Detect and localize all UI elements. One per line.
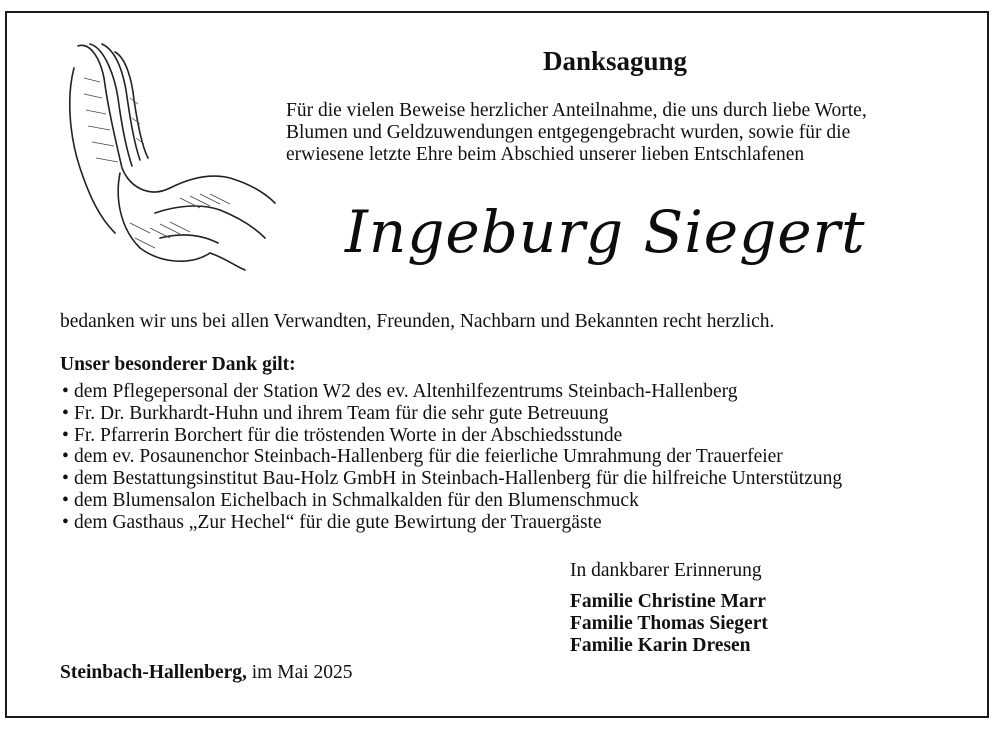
intro-text bbox=[286, 100, 976, 166]
closing-phrase: In dankbarer Erinnerung bbox=[570, 560, 762, 581]
deceased-name: Ingeburg Siegert bbox=[345, 198, 866, 266]
list-item: • dem Pflegepersonal der Station W2 des ev. Altenhilfezentrums Steinbach-Hallenberg bbox=[60, 381, 960, 403]
thanks-line: bedanken wir uns bei allen Verwandten, Freunden, Nachbarn und Bekannten recht herzlich. bbox=[60, 311, 775, 332]
intro-line: Blumen und Geldzuwendungen entgegengebracht wurden, sowie für die bbox=[286, 122, 851, 143]
special-thanks-heading: Unser besonderer Dank gilt: bbox=[60, 354, 296, 375]
date: im Mai 2025 bbox=[251, 662, 353, 683]
intro-line: Für die vielen Beweise herzlicher Anteilnahme, die uns durch liebe Worte, bbox=[286, 100, 867, 121]
signer: Familie Thomas Siegert bbox=[570, 613, 768, 634]
special-thanks-list bbox=[60, 381, 960, 534]
list-item: • dem ev. Posaunenchor Steinbach-Hallenberg für die feierliche Umrahmung der Trauerfeier bbox=[60, 446, 960, 468]
list-item: • Fr. Dr. Burkhardt-Huhn und ihrem Team für die sehr gute Betreuung bbox=[60, 403, 960, 425]
signer: Familie Christine Marr bbox=[570, 591, 767, 612]
place: Steinbach-Hallenberg, bbox=[60, 662, 247, 683]
intro-line: erwiesene letzte Ehre beim Abschied unserer lieben Entschlafenen bbox=[286, 144, 805, 165]
page-title: Danksagung bbox=[542, 46, 688, 76]
list-item: • dem Bestattungsinstitut Bau-Holz GmbH in Steinbach-Hallenberg für die hilfreiche Unterstützung bbox=[60, 468, 960, 490]
list-item: • dem Blumensalon Eichelbach in Schmalkalden für den Blumenschmuck bbox=[60, 490, 960, 512]
signer: Familie Karin Dresen bbox=[570, 635, 751, 656]
place-date bbox=[60, 662, 353, 684]
list-item: • Fr. Pfarrerin Borchert für die tröstenden Worte in der Abschiedsstunde bbox=[60, 425, 960, 447]
signers bbox=[570, 591, 768, 657]
list-item: • dem Gasthaus „Zur Hechel“ für die gute Bewirtung der Trauergäste bbox=[60, 512, 960, 534]
